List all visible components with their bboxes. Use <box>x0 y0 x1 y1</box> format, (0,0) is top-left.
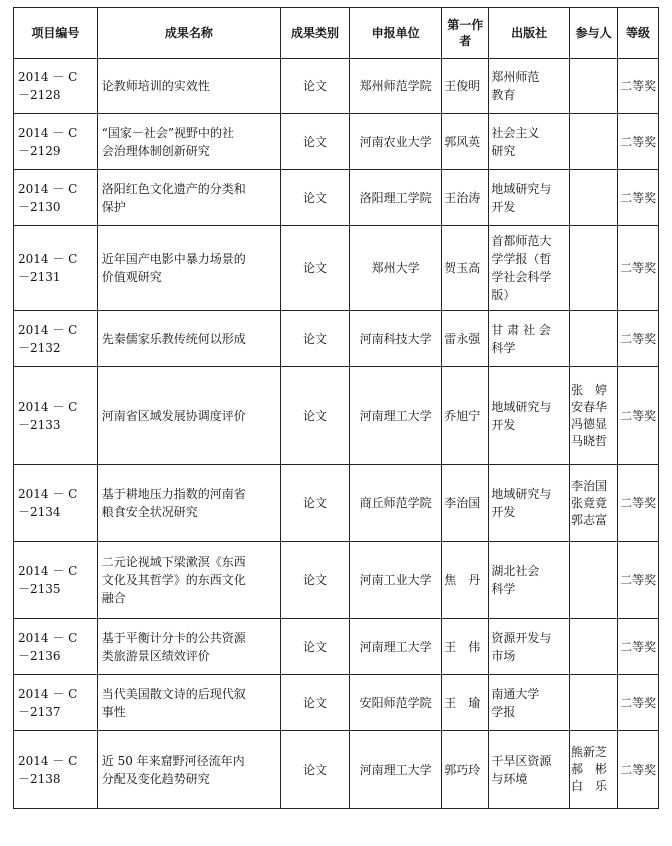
table-row <box>14 170 659 226</box>
publisher-cell <box>489 542 570 619</box>
project-id-line: 2014 － C <box>18 322 78 337</box>
title-line: 洛阳红色文化遗产的分类和 <box>101 181 246 196</box>
unit-cell: 洛阳理工学院 <box>350 170 442 226</box>
header-id: 项目编号 <box>14 8 98 59</box>
project-id-line: －2130 <box>18 199 61 214</box>
participants-cell <box>569 619 617 675</box>
unit-cell: 河南科技大学 <box>350 311 442 367</box>
project-id-cell <box>14 59 98 114</box>
participants-cell <box>569 226 617 311</box>
participant-name: 李治国 <box>570 478 607 493</box>
type-cell: 论文 <box>281 367 350 465</box>
title-cell <box>97 114 280 170</box>
type-cell: 论文 <box>281 731 350 809</box>
results-table <box>13 7 659 809</box>
table-body <box>14 59 659 809</box>
project-id-line: －2131 <box>18 270 61 284</box>
type-cell: 论文 <box>281 542 350 619</box>
title-line: 河南省区域发展协调度评价 <box>101 408 246 423</box>
project-id-line: －2137 <box>18 704 61 719</box>
title-line: 基于耕地压力指数的河南省 <box>101 487 246 501</box>
table-row <box>14 542 659 619</box>
table-row <box>14 675 659 731</box>
title-line: 事性 <box>101 704 126 719</box>
publisher-line: 地域研究与 <box>491 181 552 196</box>
project-id-line: 2014 － C <box>18 753 78 768</box>
title-cell <box>97 619 280 675</box>
project-id-line: －2132 <box>18 340 61 355</box>
project-id-line: 2014 － C <box>18 181 78 196</box>
title-cell <box>97 170 280 226</box>
table-row <box>14 226 659 311</box>
participants-cell <box>569 465 617 542</box>
publisher-cell <box>489 59 570 114</box>
participants-cell <box>569 59 617 114</box>
project-id-line: －2134 <box>18 505 61 519</box>
header-participants: 参与人 <box>569 8 617 59</box>
participant-name: 郭志富 <box>570 512 607 527</box>
publisher-line: 版） <box>491 288 516 302</box>
unit-cell: 安阳师范学院 <box>350 675 442 731</box>
grade-cell: 二等奖 <box>618 465 659 542</box>
title-cell <box>97 367 280 465</box>
title-line: 二元论视域下梁漱溟《东西 <box>101 555 246 569</box>
publisher-line: 首都师范大 <box>491 234 552 248</box>
publisher-cell <box>489 731 570 809</box>
title-cell <box>97 311 280 367</box>
participants-cell <box>569 542 617 619</box>
publisher-line: 资源开发与 <box>491 630 552 645</box>
project-id-line: －2136 <box>18 648 61 663</box>
publisher-cell <box>489 675 570 731</box>
participant-name: 冯德显 <box>570 416 607 431</box>
grade-cell: 二等奖 <box>618 542 659 619</box>
participant-name: 张竟竟 <box>570 495 607 510</box>
title-line: 先秦儒家乐教传统何以形成 <box>101 331 246 346</box>
unit-cell: 河南农业大学 <box>350 114 442 170</box>
participants-cell <box>569 311 617 367</box>
project-id-cell <box>14 114 98 170</box>
title-line: 粮食安全状况研究 <box>101 505 198 519</box>
first-author-cell: 王 瑜 <box>442 675 489 731</box>
title-line: 保护 <box>101 199 126 214</box>
unit-cell: 商丘师范学院 <box>350 465 442 542</box>
publisher-line: 与环境 <box>491 771 528 786</box>
type-cell: 论文 <box>281 114 350 170</box>
publisher-cell <box>489 114 570 170</box>
publisher-line: 甘 肃 社 会 <box>491 322 551 337</box>
publisher-line: 干旱区资源 <box>491 753 552 768</box>
type-cell: 论文 <box>281 226 350 311</box>
project-id-line: 2014 － C <box>18 70 78 84</box>
project-id-cell <box>14 367 98 465</box>
title-cell <box>97 675 280 731</box>
publisher-line: 地域研究与 <box>491 487 552 501</box>
unit-cell: 河南理工大学 <box>350 367 442 465</box>
title-line: 分配及变化趋势研究 <box>101 771 210 786</box>
title-line: 近 50 年来窟野河径流年内 <box>101 753 245 768</box>
publisher-line: 学学报（哲 <box>491 252 552 266</box>
table-row <box>14 465 659 542</box>
results-table-container <box>13 7 659 809</box>
table-row <box>14 114 659 170</box>
title-line: 近年国产电影中暴力场景的 <box>101 252 246 266</box>
grade-cell: 二等奖 <box>618 226 659 311</box>
project-id-cell <box>14 619 98 675</box>
publisher-cell <box>489 465 570 542</box>
publisher-line: 南通大学 <box>491 686 540 701</box>
participant-name: 熊新芝 <box>570 745 607 759</box>
type-cell: 论文 <box>281 170 350 226</box>
publisher-line: 开发 <box>491 199 516 214</box>
first-author-cell: 贺玉高 <box>442 226 489 311</box>
project-id-line: －2129 <box>18 143 61 158</box>
participant-name: 郝 彬 <box>570 762 607 776</box>
participant-name: 安春华 <box>570 399 607 414</box>
participants-cell <box>569 731 617 809</box>
unit-cell: 河南理工大学 <box>350 619 442 675</box>
project-id-line: 2014 － C <box>18 686 78 701</box>
title-cell <box>97 226 280 311</box>
first-author-cell: 乔旭宁 <box>442 367 489 465</box>
title-cell <box>97 731 280 809</box>
publisher-line: 开发 <box>491 417 516 432</box>
first-author-cell: 焦 丹 <box>442 542 489 619</box>
header-title: 成果名称 <box>97 8 280 59</box>
project-id-line: －2138 <box>18 771 61 786</box>
grade-cell: 二等奖 <box>618 367 659 465</box>
title-line: 文化及其哲学》的东西文化 <box>101 573 246 587</box>
first-author-cell: 郭风英 <box>442 114 489 170</box>
title-line: 论教师培训的实效性 <box>101 79 210 93</box>
publisher-line: 湖北社会 <box>491 564 540 578</box>
publisher-line: 社会主义 <box>491 125 540 140</box>
grade-cell: 二等奖 <box>618 170 659 226</box>
header-row <box>14 8 659 59</box>
grade-cell: 二等奖 <box>618 619 659 675</box>
unit-cell: 郑州师范学院 <box>350 59 442 114</box>
publisher-line: 郑州师范 <box>491 70 540 84</box>
header-unit: 申报单位 <box>350 8 442 59</box>
type-cell: 论文 <box>281 311 350 367</box>
table-row <box>14 619 659 675</box>
project-id-line: 2014 － C <box>18 630 78 645</box>
publisher-cell <box>489 170 570 226</box>
project-id-cell <box>14 226 98 311</box>
project-id-line: 2014 － C <box>18 125 78 140</box>
project-id-cell <box>14 465 98 542</box>
title-line: 价值观研究 <box>101 270 162 284</box>
publisher-line: 开发 <box>491 505 516 519</box>
title-cell <box>97 542 280 619</box>
participants-cell <box>569 114 617 170</box>
title-line: 会治理体制创新研究 <box>101 143 210 158</box>
unit-cell: 郑州大学 <box>350 226 442 311</box>
first-author-cell: 王俊明 <box>442 59 489 114</box>
publisher-line: 科学 <box>491 340 516 355</box>
type-cell: 论文 <box>281 59 350 114</box>
publisher-cell <box>489 226 570 311</box>
title-line: 基于平衡计分卡的公共资源 <box>101 630 246 645</box>
type-cell: 论文 <box>281 619 350 675</box>
project-id-line: －2135 <box>18 582 61 596</box>
header-grade: 等级 <box>618 8 659 59</box>
publisher-line: 研究 <box>491 143 516 158</box>
table-row <box>14 311 659 367</box>
participants-cell <box>569 170 617 226</box>
title-line: 类旅游景区绩效评价 <box>101 648 210 663</box>
project-id-line: 2014 － C <box>18 487 78 501</box>
participant-name: 张 婷 <box>570 382 607 397</box>
project-id-line: 2014 － C <box>18 252 78 266</box>
project-id-cell <box>14 542 98 619</box>
unit-cell: 河南理工大学 <box>350 731 442 809</box>
title-line: “国家－社会”视野中的社 <box>101 125 235 140</box>
first-author-cell: 雷永强 <box>442 311 489 367</box>
table-row <box>14 731 659 809</box>
unit-cell: 河南工业大学 <box>350 542 442 619</box>
header-type: 成果类别 <box>281 8 350 59</box>
project-id-cell <box>14 731 98 809</box>
title-cell <box>97 59 280 114</box>
grade-cell: 二等奖 <box>618 731 659 809</box>
project-id-line: －2133 <box>18 417 61 432</box>
grade-cell: 二等奖 <box>618 675 659 731</box>
publisher-line: 学社会科学 <box>491 270 552 284</box>
participants-cell <box>569 367 617 465</box>
grade-cell: 二等奖 <box>618 59 659 114</box>
publisher-line: 市场 <box>491 648 516 663</box>
first-author-cell: 李治国 <box>442 465 489 542</box>
title-cell <box>97 465 280 542</box>
project-id-line: －2128 <box>18 88 61 102</box>
publisher-line: 教育 <box>491 88 516 102</box>
title-line: 融合 <box>101 591 126 605</box>
publisher-line: 学报 <box>491 704 516 719</box>
project-id-cell <box>14 675 98 731</box>
header-publisher: 出版社 <box>489 8 570 59</box>
header-author: 第一作者 <box>442 8 489 59</box>
title-line: 当代美国散文诗的后现代叙 <box>101 686 246 701</box>
publisher-cell <box>489 367 570 465</box>
type-cell: 论文 <box>281 465 350 542</box>
participant-name: 白 乐 <box>570 779 607 793</box>
grade-cell: 二等奖 <box>618 311 659 367</box>
publisher-cell <box>489 619 570 675</box>
participants-cell <box>569 675 617 731</box>
first-author-cell: 王 伟 <box>442 619 489 675</box>
grade-cell: 二等奖 <box>618 114 659 170</box>
project-id-cell <box>14 311 98 367</box>
first-author-cell: 郭巧玲 <box>442 731 489 809</box>
project-id-line: 2014 － C <box>18 399 78 414</box>
publisher-line: 科学 <box>491 582 516 596</box>
type-cell: 论文 <box>281 675 350 731</box>
table-row <box>14 367 659 465</box>
project-id-cell <box>14 170 98 226</box>
publisher-line: 地域研究与 <box>491 399 552 414</box>
first-author-cell: 王治涛 <box>442 170 489 226</box>
table-row <box>14 59 659 114</box>
publisher-cell <box>489 311 570 367</box>
participant-name: 马晓哲 <box>570 433 607 448</box>
project-id-line: 2014 － C <box>18 564 78 578</box>
